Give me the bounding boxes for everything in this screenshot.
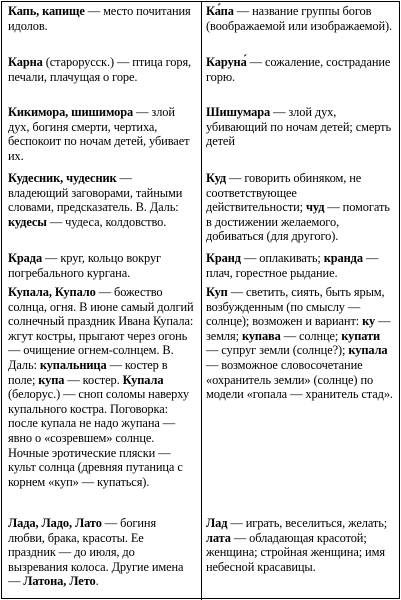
- entry-kudesnik: Кудесник, чудесник — владеющий заговорами, тайными словами, предсказатель. В. Даль: кудесы — чудеса, колдовство.: [8, 171, 183, 229]
- entry-term: Лада, Ладо, Лато: [8, 516, 102, 530]
- entry-term: Куп: [206, 285, 228, 299]
- entry-krand: Кранд — оплакивать; кранда — плач, горестное рыдание.: [206, 251, 379, 280]
- entry-subterm: Латона, Лето: [23, 574, 96, 589]
- entry-kap: Капь, капище — место почитания идолов.: [8, 4, 191, 33]
- entry-term: Кикимора, шишимора: [8, 105, 134, 119]
- entry-definition: название группы богов (воображаемой или изображаемой).: [206, 4, 393, 33]
- entry-definition: сожаление, сострадание горю.: [206, 55, 391, 84]
- entry-term: Шишумара: [206, 105, 271, 119]
- entry-term: Куд: [206, 171, 227, 185]
- entry-definition: говорить обиняком, не соответствующее действительности;: [206, 171, 362, 215]
- entry-definition: владеющий заговорами, тайными словами, предсказатель. В. Даль:: [8, 185, 183, 215]
- entry-subterm: Купала: [122, 372, 164, 387]
- entry-subterm: купати: [341, 328, 381, 343]
- entry-definition: богиня любви, брака, красоты. Ее праздник — до июля, до вызревания колоса. Другие имена —: [8, 516, 184, 589]
- entry-lada: Лада, Ладо, Лато — богиня любви, брака, красоты. Ее праздник — до июля, до вызревания колоса. Другие имена — Латона, Лето.: [8, 516, 184, 589]
- entry-subterm: купала: [348, 343, 388, 358]
- entry-subterm: кудесы: [8, 214, 47, 229]
- entry-term: Крада: [8, 251, 43, 265]
- entry-term: Каруна́: [206, 55, 247, 69]
- entry-definition: светить, сиять, быть ярым, возбужденным (по смыслу — солнце); возможен и вариант:: [206, 285, 385, 329]
- entry-lad: Лад — играть, веселиться, желать; лата — обладающая красотой; женщина; стройная женщина; имя небесной красавицы.: [206, 516, 388, 574]
- entry-term: Кудесник, чудесник: [8, 171, 117, 185]
- entry-definition: играть, веселиться, желать;: [245, 516, 388, 530]
- entry-karuna: Каруна́ — сожаление, сострадание горю.: [206, 55, 391, 84]
- entry-definition: божество солнца, огня. В июне самый долгий солнечный праздник Ивана Купала: жгут костры, прыгают через огонь — очищение огнем-солнцем. В. Даль:: [8, 285, 194, 372]
- entry-definition: злой дух, богиня смерти, чертиха, беспокоит по ночам детей, убивает их.: [8, 105, 190, 163]
- column-divider: [201, 2, 202, 600]
- entry-term: Купала, Купало: [8, 285, 96, 299]
- entry-definition: место почитания идолов.: [8, 4, 191, 33]
- entry-term: Кранд: [206, 251, 241, 265]
- entry-subterm: чуд: [306, 200, 325, 215]
- entry-subterm: лата: [206, 530, 231, 545]
- entry-karna: [8, 55, 194, 84]
- entry-subterm: купава: [241, 328, 281, 343]
- entry-term: Лад: [206, 516, 228, 530]
- entry-kupala: Купала, Купало — божество солнца, огня. В июне самый долгий солнечный праздник Ивана Купала: жгут костры, прыгают через огонь — очищение огнем-солнцем. В. Даль: купальница — костер в поле; купа — костер. Купала (белорус.) — сноп соломы наверху купального костра. Поговорка: после купала не надо жупана — явно о «созревшем» солнце. Ночные эротические пляски — культ солнца (древняя путаница с корнем «куп» — купаться).: [8, 285, 194, 489]
- entry-subterm: ку: [362, 314, 376, 329]
- entry-term: Капь, капище: [8, 4, 85, 18]
- entry-kud: Куд — говорить обиняком, не соответствующее действительности; чуд — помогать в достижении желаемого, добиваться (для другого).: [206, 171, 390, 244]
- entry-subterm: купа: [38, 372, 65, 387]
- entry-term: Карна: [8, 55, 43, 69]
- entry-subterm: купальница: [39, 357, 107, 372]
- entry-subterm: кранда: [323, 251, 363, 265]
- entry-definition: (старорусск.) — птица горя, печали, плачущая о горе.: [8, 55, 192, 84]
- entry-definition: оплакивать;: [259, 251, 324, 265]
- entry-term: Ка́па: [206, 4, 234, 18]
- entry-kapa: Ка́па — название группы богов (воображаемой или изображаемой).: [206, 4, 393, 33]
- entry-shishumara: Шишумара — злой дух, убивающий по ночам детей; смерть детей: [206, 105, 392, 149]
- entry-definition: злой дух, убивающий по ночам детей; смерть детей: [206, 105, 392, 149]
- entry-krada: Крада — круг, кольцо вокруг погребального кургана.: [8, 251, 162, 280]
- entry-kikimora: Кикимора, шишимора — злой дух, богиня смерти, чертиха, беспокоит по ночам детей, убивает их.: [8, 105, 190, 163]
- entry-definition: круг, кольцо вокруг погребального кургана.: [8, 251, 162, 280]
- entry-kup: Куп — светить, сиять, быть ярым, возбужденным (по смыслу — солнце); возможен и вариант: ку — земля; купава — солнце; купати — супруг земли (солнце?); купала — возможное словосочетание «охранитель земли» (солнце) по модели «гопала — хранитель стад».: [206, 285, 393, 402]
